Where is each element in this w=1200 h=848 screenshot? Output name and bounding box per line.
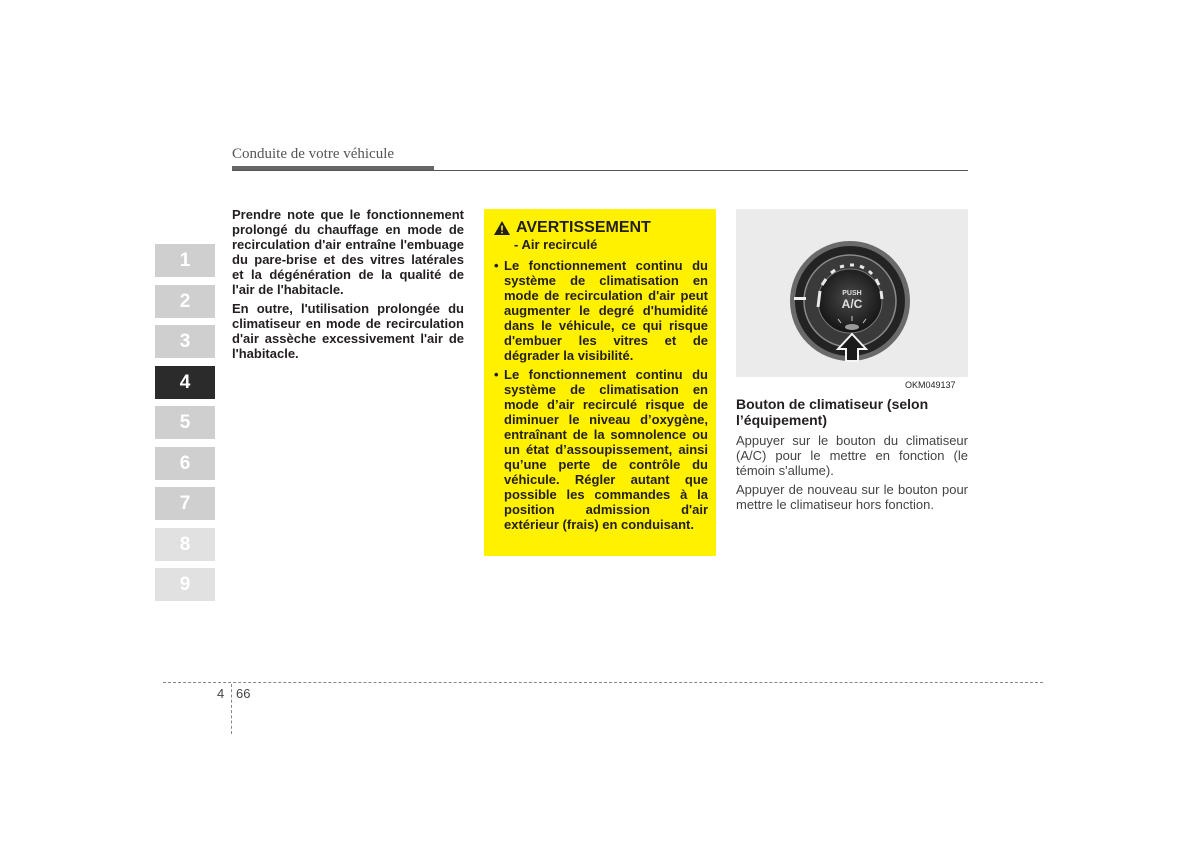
ac-button-section: [736, 396, 968, 516]
chapter-tab-5[interactable]: 5: [155, 406, 215, 439]
note-paragraph-2: En outre, l'utilisation prolongée du climatiseur en mode de recirculation d'air assèche excessivement l'air de l'habitacle.: [232, 301, 464, 361]
warning-title: AVERTISSEMENT: [516, 219, 651, 236]
warning-box: [484, 209, 716, 556]
section-paragraph-1: Appuyer sur le bouton du climatiseur (A/C) pour le mettre en fonction (le témoin s'allume).: [736, 433, 968, 478]
recirculation-note: [232, 207, 464, 365]
knob-ac-label: A/C: [841, 297, 863, 311]
chapter-tab-4[interactable]: 4: [155, 366, 215, 399]
chapter-tab-6[interactable]: 6: [155, 447, 215, 480]
chapter-tab-1[interactable]: 1: [155, 244, 215, 277]
ac-knob-illustration: [736, 209, 968, 377]
chapter-tab-8[interactable]: 8: [155, 528, 215, 561]
warning-item: [494, 258, 708, 363]
header-rule: [232, 170, 968, 171]
header-title: Conduite de votre véhicule: [232, 146, 395, 162]
warning-header: [494, 219, 708, 237]
bullet: •: [494, 367, 499, 382]
warning-list: [494, 258, 708, 532]
warning-item-text: Le fonctionnement continu du système de climatisation en mode de recirculation d'air peut augmenter le degré d'humidité dans le véhicule, ce qui risque d'embuer les vitres et de dégrader la visibilité.: [504, 258, 708, 363]
footer-vertical-divider: [231, 684, 232, 734]
footer-chapter-number: 4: [217, 686, 225, 701]
chapter-tabs: [155, 244, 215, 609]
section-heading: Bouton de climatiseur (selon l’équipement): [736, 396, 929, 428]
warning-triangle-icon: [494, 221, 510, 235]
warning-item: [494, 367, 708, 532]
footer-page-number: 66: [236, 686, 251, 701]
photo-code: OKM049137: [905, 380, 956, 390]
bullet: •: [494, 258, 499, 273]
knob-push-label: PUSH: [842, 290, 862, 297]
ac-button-photo: [736, 209, 968, 377]
footer-divider: [163, 682, 1043, 683]
note-paragraph-1: Prendre note que le fonctionnement prolongé du chauffage en mode de recirculation d'air entraîne l'embuage du pare-brise et des vitres latérales et la dégénération de la qualité de l'air de l'habitacle.: [232, 207, 464, 297]
chapter-tab-2[interactable]: 2: [155, 285, 215, 318]
chapter-tab-3[interactable]: 3: [155, 325, 215, 358]
warning-subtitle: - Air recirculé: [514, 237, 598, 252]
section-paragraph-2: Appuyer de nouveau sur le bouton pour mettre le climatiseur hors fonction.: [736, 482, 968, 512]
chapter-tab-9[interactable]: 9: [155, 568, 215, 601]
chapter-tab-7[interactable]: 7: [155, 487, 215, 520]
warning-item-text: Le fonctionnement continu du système de climatisation en mode d’air recirculé risque de diminuer le niveau d’oxygène, entraînant de la somnolence ou un état d’assoupissement, ainsi qu’une perte de contrôle du véhicule. Régler autant que possible les commandes à la position admission d'air extérieur (frais) en conduisant.: [504, 367, 708, 532]
